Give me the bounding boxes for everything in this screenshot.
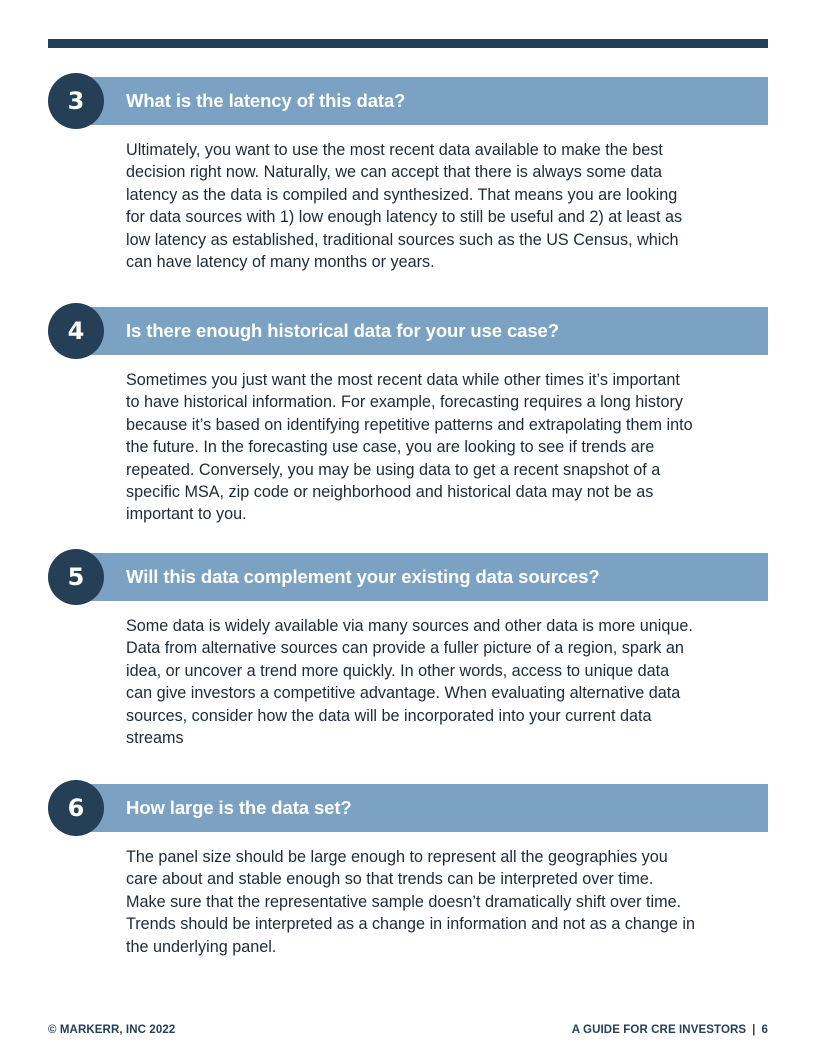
section-header-bar xyxy=(76,784,768,832)
section-body-text: Ultimately, you want to use the most recent data available to make the best decision right now. Naturally, we can accept that there is always some data latency as the data is compiled and synthesized. That means you are looking for data sources with 1) low enough latency to still be useful and 2) at least as low latency as established, traditional sources such as the US Census, which can have latency of many months or years. xyxy=(126,141,683,272)
section-title: What is the latency of this data? xyxy=(126,90,406,111)
section-number-badge: 4 xyxy=(48,303,104,359)
top-rule xyxy=(48,39,768,48)
section-title: Will this data complement your existing data sources? xyxy=(126,566,600,587)
section-number-badge: 5 xyxy=(48,549,104,605)
section-title: Is there enough historical data for your use case? xyxy=(126,320,559,341)
section-body-text: Some data is widely available via many sources and other data is more unique. Data from alternative sources can provide a fuller picture of a region, spark an idea, or uncover a trend more quickly. In other words, access to unique data can give investors a competitive advantage. When evaluating alternative data sources, consider how the data will be incorporated into your current data streams xyxy=(126,617,693,748)
footer-guide-page xyxy=(572,1024,768,1036)
section-title: How large is the data set? xyxy=(126,797,352,818)
section-header-bar xyxy=(76,77,768,125)
footer-separator: | xyxy=(752,1024,756,1036)
section-header-bar xyxy=(76,307,768,355)
footer-copyright: © MARKERR, INC 2022 xyxy=(48,1024,176,1036)
section-number-badge: 6 xyxy=(48,780,104,836)
section-body-text: Sometimes you just want the most recent data while other times it’s important to have historical information. For example, forecasting requires a long history because it’s based on identifying repetitive patterns and extrapolating them into the future. In the forecasting use case, you are looking to see if trends are repeated. Conversely, you may be using data to get a recent snapshot of a specific MSA, zip code or neighborhood and historical data may not be as important to you. xyxy=(126,371,693,524)
section-number-badge: 3 xyxy=(48,73,104,129)
footer-guide-title: A GUIDE FOR CRE INVESTORS xyxy=(571,1024,747,1036)
page-number: 6 xyxy=(761,1024,768,1036)
section-header-bar xyxy=(76,553,768,601)
section-body-text: The panel size should be large enough to represent all the geographies you care about and stable enough so that trends can be interpreted over time. Make sure that the representative sample doesn’t dramatically shift over time. Trends should be interpreted as a change in information and not as a change in the underlying panel. xyxy=(126,848,696,956)
